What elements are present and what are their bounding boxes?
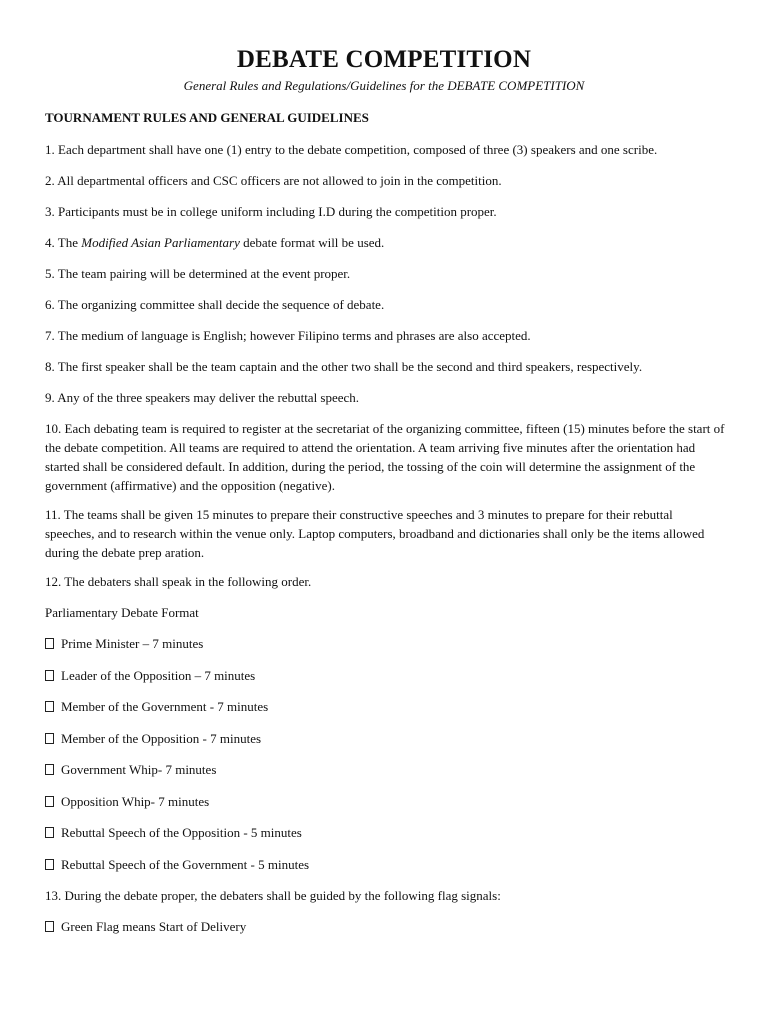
- missing-glyph-box-icon: [45, 670, 54, 681]
- list-item: [45, 917, 725, 936]
- document-body: [45, 140, 725, 949]
- rule-4: [45, 233, 725, 252]
- rule-4-suffix: debate format will be used.: [239, 235, 385, 250]
- rule-2: 2. All departmental officers and CSC officers are not allowed to join in the competition.: [45, 173, 502, 188]
- rule-8: 8. The first speaker shall be the team captain and the other two shall be the second and third speakers, respectively.: [45, 359, 643, 374]
- rule-6: 6. The organizing committee shall decide the sequence of debate.: [45, 297, 385, 312]
- missing-glyph-box-icon: [45, 638, 54, 649]
- flag-signal-item: Green Flag means Start of Delivery: [61, 919, 247, 934]
- missing-glyph-box-icon: [45, 827, 54, 838]
- speaking-order-item: Member of the Opposition - 7 minutes: [61, 730, 262, 746]
- missing-glyph-box-icon: [45, 796, 54, 807]
- format-label: Parliamentary Debate Format: [45, 605, 199, 620]
- list-item: [45, 792, 725, 811]
- missing-glyph-box-icon: [45, 764, 54, 775]
- rule-11: 11. The teams shall be given 15 minutes to prepare their constructive speeches and 3 minutes to prepare for their rebuttal speeches, and to research within the venue only. Laptop computers, broadband and dictionaries shall only be the items allowed during the debate prep aration.: [45, 507, 705, 560]
- section-heading: TOURNAMENT RULES AND GENERAL GUIDELINES: [45, 110, 369, 125]
- list-item: [45, 855, 725, 874]
- rule-10: 10. Each debating team is required to register at the secretariat of the organizing committee, fifteen (15) minutes before the start of the debate competition. All teams are required to attend the orientation. A team arriving five minutes after the orientation had started shall be considered default. In addition, during the period, the tossing of the coin will determine the assignment of the government (affirmative) and the opposition (negative).: [45, 421, 725, 493]
- missing-glyph-box-icon: [45, 921, 54, 932]
- list-item: [45, 666, 725, 685]
- speaking-order-item: Rebuttal Speech of the Opposition - 5 minutes: [61, 825, 302, 840]
- document-subtitle: General Rules and Regulations/Guidelines for the DEBATE COMPETITION: [183, 78, 585, 93]
- speaking-order-item: Leader of the Opposition – 7 minutes: [61, 667, 256, 683]
- list-item: [45, 823, 725, 842]
- rule-12: 12. The debaters shall speak in the following order.: [45, 574, 312, 589]
- list-item: [45, 729, 725, 748]
- rule-9: 9. Any of the three speakers may deliver the rebuttal speech.: [45, 390, 360, 405]
- rule-4-format-name: Modified Asian Parliamentary: [81, 235, 240, 250]
- rule-3: 3. Participants must be in college uniform including I.D during the competition proper.: [45, 204, 497, 219]
- list-item: [45, 634, 725, 653]
- missing-glyph-box-icon: [45, 859, 54, 870]
- document-title: DEBATE COMPETITION: [236, 46, 532, 73]
- speaking-order-item: Prime Minister – 7 minutes: [61, 636, 204, 651]
- list-item: [45, 760, 725, 779]
- speaking-order-item: Member of the Government - 7 minutes: [61, 699, 269, 714]
- list-item: [45, 697, 725, 716]
- speaking-order-item: Government Whip- 7 minutes: [61, 762, 217, 777]
- speaking-order-item: Rebuttal Speech of the Government - 5 minutes: [61, 856, 310, 872]
- rule-4-prefix: 4. The: [45, 235, 82, 250]
- rule-1: 1. Each department shall have one (1) entry to the debate competition, composed of three (3) speakers and one scribe.: [45, 142, 658, 157]
- missing-glyph-box-icon: [45, 701, 54, 712]
- speaking-order-item: Opposition Whip- 7 minutes: [61, 793, 210, 809]
- rule-13: 13. During the debate proper, the debaters shall be guided by the following flag signals:: [45, 888, 501, 903]
- missing-glyph-box-icon: [45, 733, 54, 744]
- rule-7: 7. The medium of language is English; however Filipino terms and phrases are also accepted.: [45, 328, 531, 343]
- rule-5: 5. The team pairing will be determined at the event proper.: [45, 266, 351, 281]
